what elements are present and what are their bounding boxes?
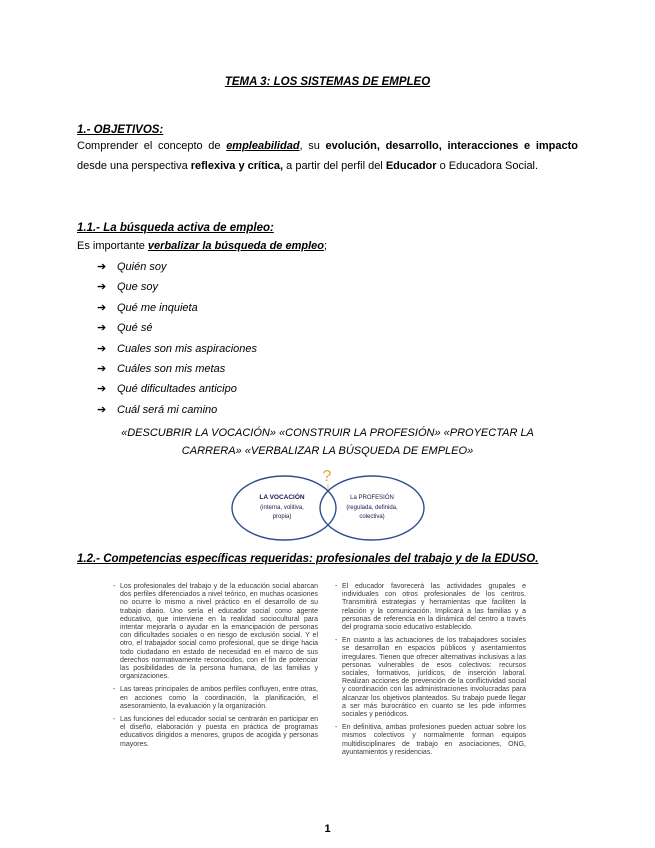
column-paragraph: - Las tareas principales de ambos perfiles confluyen, entre otras, en acciones como la coordinación, la planificación, el asesoramiento, la evaluación y la organización.	[120, 686, 318, 711]
busqueda-intro	[77, 240, 327, 252]
list-item-text: Cuáles son mis metas	[117, 362, 226, 375]
profesion-sub: colectiva)	[359, 514, 385, 520]
right-column	[334, 583, 526, 762]
list-item	[97, 403, 257, 423]
keyword-empleabilidad: empleabilidad	[226, 140, 300, 152]
objetivos-paragraph	[77, 137, 578, 176]
motto-line: «DESCUBRIR LA VOCACIÓN» «CONSTRUIR LA PROFESIÓN» «PROYECTAR LA	[121, 427, 534, 439]
arrow-icon: ➔	[97, 281, 107, 294]
text-run: Es importante	[77, 240, 148, 252]
competencias-heading: 1.2.- Competencias específicas requeridas: profesionales del trabajo y de la EDUSO.	[77, 553, 539, 565]
list-item	[97, 260, 257, 280]
list-item-text: Qué dificultades anticipo	[117, 383, 237, 396]
keyword-evolucion: evolución, desarrollo, interacciones e impacto	[325, 140, 578, 152]
arrow-icon: ➔	[97, 301, 107, 314]
busqueda-heading: 1.1.- La búsqueda activa de empleo:	[77, 222, 274, 234]
objetivos-heading: 1.- OBJETIVOS:	[77, 124, 164, 136]
text-run: Comprender el concepto de	[77, 140, 227, 152]
motto-line: CARRERA» «VERBALIZAR LA BÚSQUEDA DE EMPLEO»	[181, 445, 474, 457]
profesion-title: La PROFESIÓN	[350, 495, 394, 501]
profesion-sub: (regulada, definida,	[346, 505, 398, 511]
venn-diagram	[220, 464, 440, 544]
vocacion-sub: (interna, volitiva,	[260, 505, 304, 511]
keyword-educador: Educador	[385, 159, 437, 172]
list-item	[97, 382, 257, 402]
arrow-icon: ➔	[97, 383, 107, 396]
text-run: desde una perspectiva	[77, 159, 191, 172]
question-mark: ?	[322, 468, 332, 485]
list-item-text: Qué me inquieta	[117, 301, 198, 314]
question-list	[97, 260, 257, 423]
column-paragraph: - En cuanto a las actuaciones de los trabajadores sociales se desarrollan en espacios públicos y asentamientos irregulares. Tienen que ofrecer alternativas inclusivas a las personas vulnerables de esos colectivos: recursos sociales, formativos, jurídicos, de inserción laboral. Realizan acciones de prevención de la conflictividad social y coordinación con las administraciones involucradas para alcanzar los objetivos planteados. Su trabajo puede llegar a ser más burocrático en cuanto se les pide informes sociales y periódicos.	[342, 637, 526, 719]
arrow-icon: ➔	[97, 322, 107, 335]
vocacion-sub: propia)	[272, 514, 292, 520]
list-item	[97, 321, 257, 341]
column-paragraph: - Los profesionales del trabajo y de la educación social abarcan dos perfiles diferenciados a nivel teórico, en muchas ocasiones no ocurre lo mismo a nivel práctico en el desarrollo de su trabajo diario. Uno sería el educador social como agente educativo, que interviene en la realidad sociocultural para intentar mejorarla o ayudar en la emancipación de personas con dificultades sociales o en riesgo de exclusión social. Y el otro, el trabajador social como profesional, que se dirige hacia todo ciudadano en estado de necesidad en el marco de sus derechos normativamente reconocidos, con el fin de potenciar las posibilidades de la persona humana, de las familias y organizaciones.	[120, 583, 318, 681]
arrow-icon: ➔	[97, 261, 107, 273]
column-paragraph: - Las funciones del educador social se centrarán en participar en el diseño, elaboración y puesta en práctica de programas educativos dirigidos a menores, grupos de acogida y personas mayores.	[120, 716, 318, 749]
vocacion-title: LA VOCACIÓN	[259, 494, 305, 501]
keyword-reflexiva: reflexiva y crítica,	[190, 159, 284, 172]
column-paragraph: - El educador favorecerá las actividades grupales e individuales con otros profesionales de los centros. Transmitirá estrategias y herramientas que faciliten la relación y la comunicación. Implicará a las familias y a personas de referencia en la dinámica del centro a través del programa socio educativo establecido.	[342, 583, 526, 632]
list-item-text: Quién soy	[117, 261, 167, 273]
list-item	[97, 280, 257, 300]
list-item	[97, 342, 257, 362]
text-run: , su	[299, 140, 326, 152]
list-item-text: Cuál será mi camino	[117, 403, 218, 416]
keyword-verbalizar: verbalizar la búsqueda de empleo	[147, 240, 324, 252]
page-title: TEMA 3: LOS SISTEMAS DE EMPLEO	[224, 76, 431, 88]
arrow-icon: ➔	[97, 342, 107, 355]
text-run: ;	[323, 240, 328, 252]
list-item-text: Qué sé	[117, 322, 153, 335]
list-item-text: Cuales son mis aspiraciones	[117, 342, 258, 355]
left-column	[112, 583, 318, 754]
text-run: a partir del perfil del	[283, 159, 386, 172]
text-run: o Educadora Social.	[436, 159, 539, 172]
list-item	[97, 362, 257, 382]
motto-block	[77, 424, 578, 460]
page-number: 1	[324, 823, 331, 835]
arrow-icon: ➔	[97, 403, 107, 416]
list-item-text: Que soy	[117, 281, 158, 294]
column-paragraph: - En definitiva, ambas profesiones pueden actuar sobre los mismos colectivos y normalmente forman equipos multidisciplinares de trabajo en asociaciones, ONG, ayuntamientos y residencias.	[342, 724, 526, 757]
list-item	[97, 301, 257, 321]
arrow-icon: ➔	[97, 362, 107, 375]
